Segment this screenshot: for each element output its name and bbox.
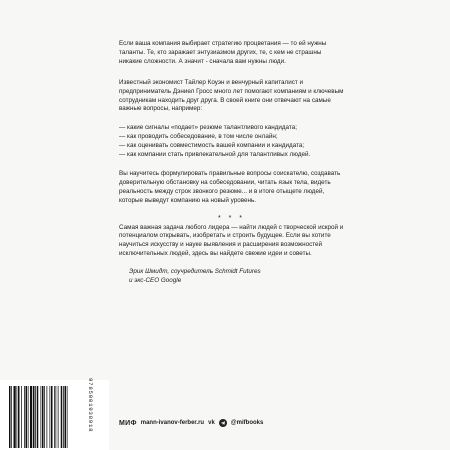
barcode-bar xyxy=(33,386,35,448)
barcode-bar xyxy=(54,386,55,448)
paragraph-skills: Вы научитесь формулировать правильные вопросы соискателю, создавать доверительную обстановку на собеседовании, читать язык тела, видеть реальность между строк звонкого резюме... и в итоге отыщете людей, которые выведут компанию на новый уровень. xyxy=(119,169,341,204)
barcode-bar xyxy=(35,386,36,448)
telegram-icon[interactable] xyxy=(219,419,227,427)
publisher-website-link[interactable]: mann-ivanov-ferber.ru xyxy=(140,420,205,426)
barcode-bar xyxy=(18,386,20,448)
annotation-text xyxy=(119,40,344,286)
barcode-bar xyxy=(65,386,67,448)
barcode-icon xyxy=(9,386,87,448)
barcode-bar xyxy=(17,386,18,448)
isbn-number: 9785001938918 xyxy=(87,378,94,433)
barcode-bar xyxy=(51,386,53,448)
barcode-bar xyxy=(50,386,51,448)
barcode-bar xyxy=(9,386,11,448)
list-item: — как проводить собеседование, в том числе онлайн; xyxy=(119,133,278,141)
barcode-bar xyxy=(41,386,42,448)
barcode-bar xyxy=(56,386,57,448)
publisher-footer xyxy=(119,419,263,427)
barcode-bar xyxy=(37,386,39,448)
list-item: — как компании стать привлекательной для талантливых людей. xyxy=(119,151,311,159)
barcode-bar xyxy=(67,386,68,448)
list-item: — как оценивать совместимость вашей компании и кандидата; xyxy=(119,142,305,150)
paragraph-intro: Если ваша компания выбирает стратегию процветания — то ей нужны таланты. Те, кто заражает энтузиазмом других, те, с кем не страшны никакие сложности. А значит - сначала вам нужны люди. xyxy=(119,40,327,65)
endorser-line-2: и экс-CEO Google xyxy=(129,277,182,285)
endorser-line-1: Эрик Шмидт, соучредитель Schmidt Futures xyxy=(129,268,261,276)
barcode-bar xyxy=(58,386,59,448)
barcode-bar xyxy=(21,386,22,448)
barcode-bar xyxy=(24,386,25,448)
barcode-bar xyxy=(28,386,29,448)
list-item: — какие сигналы «подает» резюме талантливого кандидата; xyxy=(119,124,297,132)
barcode-bar xyxy=(47,386,48,448)
questions-list xyxy=(119,124,344,160)
paragraph-authors: Известный экономист Тайлер Коуэн и венчурный капиталист и предприниматель Дэниел Гросс много лет помогают компаниям и ключевым сотрудникам находить друг друга. В своей книге они отвечают на самые важные вопросы, например: xyxy=(119,78,344,113)
barcode-bar xyxy=(30,386,32,448)
vk-icon[interactable]: vk xyxy=(208,420,215,426)
barcode-bar xyxy=(11,386,12,448)
social-handle-link[interactable]: @mifbooks xyxy=(230,420,264,426)
barcode-bar xyxy=(26,386,28,448)
barcode-bar xyxy=(42,386,44,448)
barcode-bar xyxy=(14,386,16,448)
section-separator: * * * xyxy=(217,214,246,222)
barcode-bar xyxy=(61,386,63,448)
paragraph-leader: Самая важная задача любого лидера — найти людей с творческой искрой и потенциалом открывать, изобретать и строить будущее. Если вы хотите научиться искусству и науке выявления и расширения возможностей исключительных людей, здесь вы найдете свежие идеи и советы. xyxy=(119,223,344,258)
barcode-bar xyxy=(44,386,45,448)
endorsement-quote xyxy=(119,268,344,286)
publisher-logo: МИФ xyxy=(119,419,137,427)
barcode-bar xyxy=(63,386,64,448)
